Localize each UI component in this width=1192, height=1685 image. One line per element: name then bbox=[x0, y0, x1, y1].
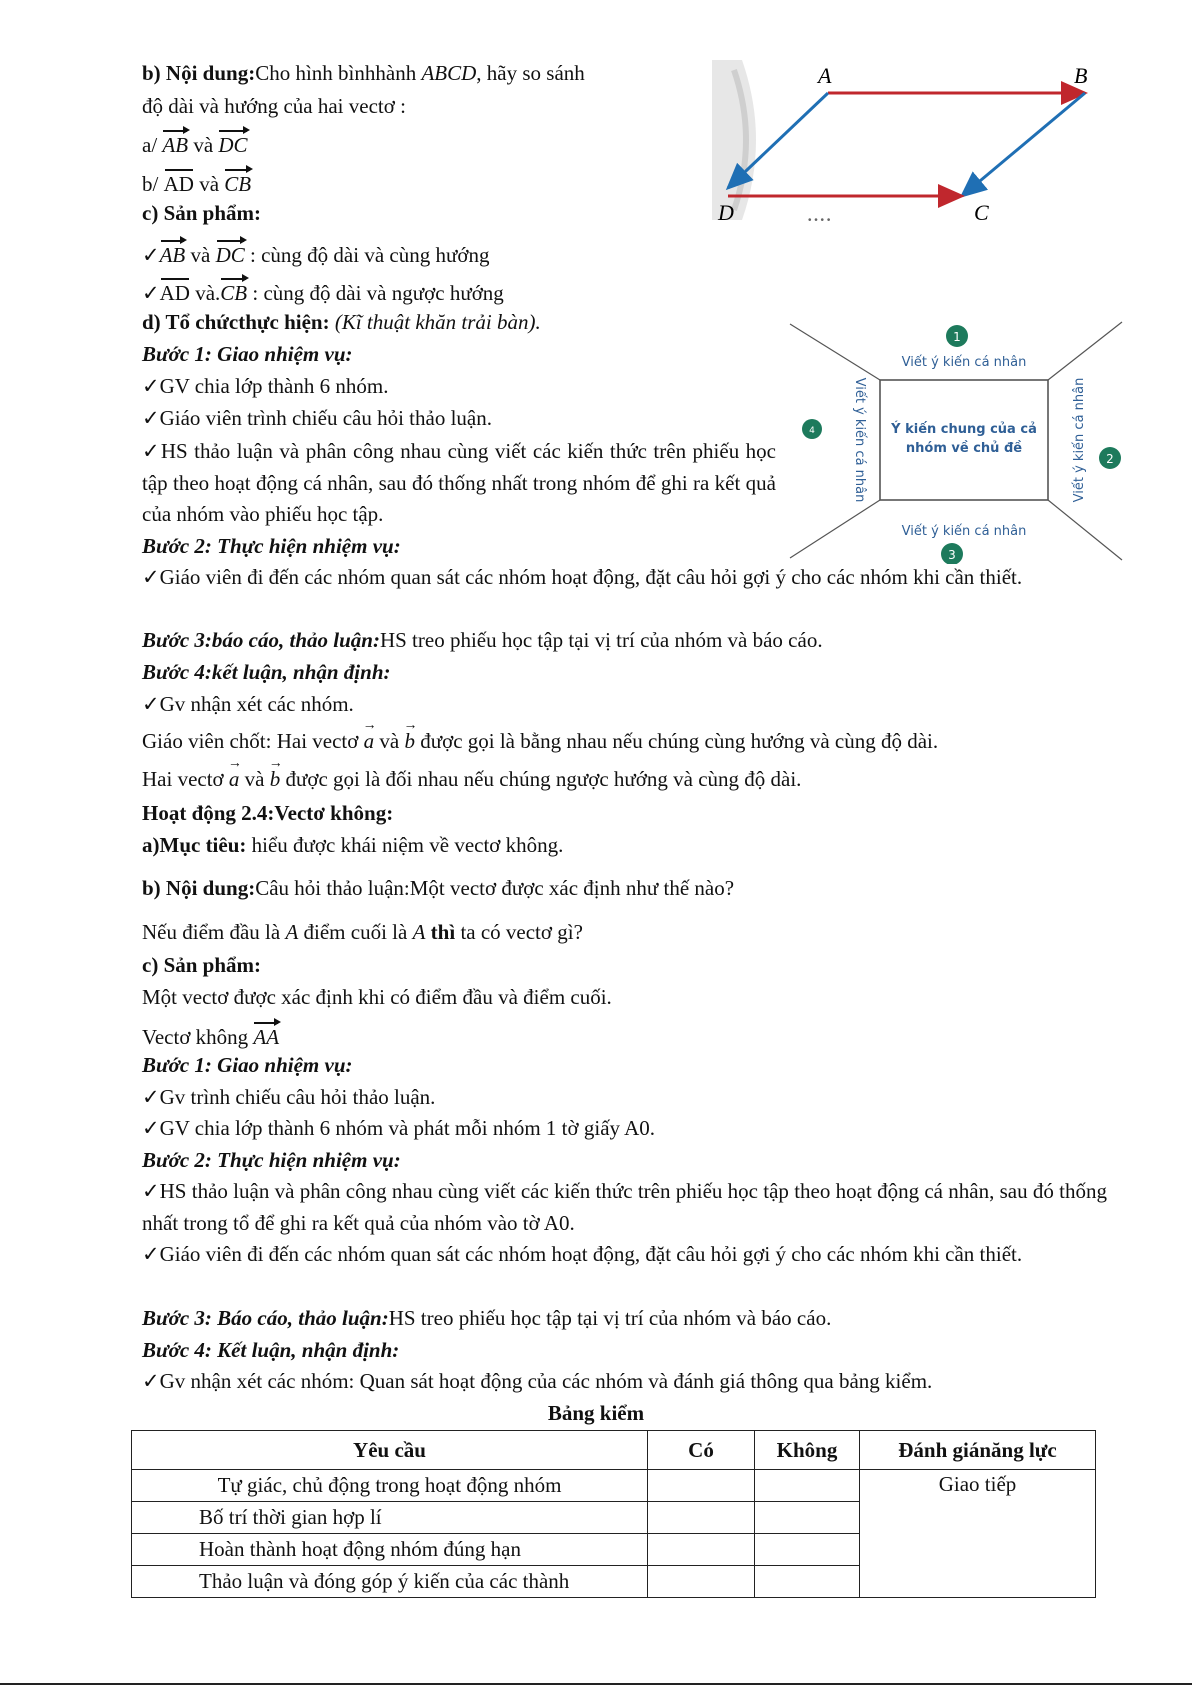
yes-cell[interactable] bbox=[648, 1502, 755, 1534]
vector-ab: AB bbox=[162, 128, 188, 158]
vector-cb: CB bbox=[220, 276, 247, 306]
content-b-line1 bbox=[142, 60, 585, 86]
top-zone-text: Viết ý kiến cá nhân bbox=[901, 355, 1027, 370]
product2-label: c) Sản phẩm: bbox=[142, 953, 262, 977]
checklist-table bbox=[131, 1430, 1096, 1598]
step4b-label: Bước 4: Kết luận, nhận định: bbox=[142, 1338, 400, 1362]
question-line bbox=[142, 919, 583, 945]
right-zone-text: Viết ý kiến cá nhân bbox=[1072, 377, 1087, 503]
step2-label: Bước 2: Thực hiện nhiệm vụ: bbox=[142, 534, 401, 558]
point-d: D bbox=[718, 200, 734, 225]
table-row bbox=[132, 1470, 1096, 1502]
vector-bc-arrow bbox=[962, 93, 1085, 196]
vector-b: b → bbox=[270, 766, 281, 792]
and-text: và. bbox=[189, 281, 221, 305]
vector-ad-text: AD bbox=[163, 172, 194, 196]
vector-dc: DC bbox=[216, 238, 245, 268]
table-header-row bbox=[132, 1431, 1096, 1470]
step2b-paragraph-2: ✓Giáo viên đi đến các nhóm quan sát các nhóm hoạt động, đặt câu hỏi gợi ý cho các nhóm khi cần thiết. bbox=[142, 1242, 1023, 1266]
step2b-label: Bước 2: Thực hiện nhiệm vụ: bbox=[142, 1148, 401, 1172]
conclusion-opposite bbox=[142, 766, 801, 792]
svg-text:4: 4 bbox=[809, 426, 815, 436]
step2b-paragraph-1: ✓HS thảo luận và phân công nhau cùng viết các kiến thức trên phiếu học tập theo hoạt động cá nhân, sau đó thống nhất trong tổ để ghi ra kết quả của nhóm vào tờ A0. bbox=[142, 1179, 1107, 1235]
goal-line bbox=[142, 832, 563, 858]
product-row-2-text: : cùng độ dài và ngược hướng bbox=[247, 281, 504, 305]
svg-text:1: 1 bbox=[953, 330, 961, 344]
product-row-1-text: : cùng độ dài và cùng hướng bbox=[244, 243, 490, 267]
item-b bbox=[142, 167, 251, 197]
and-text: và bbox=[374, 729, 405, 753]
abcd-label: ABCD bbox=[421, 61, 477, 85]
header-competency: Đánh giánăng lực bbox=[860, 1431, 1096, 1470]
vector-ab: AB bbox=[160, 238, 186, 268]
zero-vector-line bbox=[142, 1020, 279, 1050]
point-b: B bbox=[1074, 63, 1088, 88]
step4-item: ✓Gv nhận xét các nhóm. bbox=[142, 692, 354, 716]
question-a: Nếu điểm đầu là bbox=[142, 920, 286, 944]
conclusion-equal bbox=[142, 728, 938, 754]
content-b-text: Cho hình bìnhhành bbox=[255, 61, 422, 85]
vector-ad bbox=[164, 167, 194, 197]
and-text: và bbox=[193, 172, 225, 196]
vector-cb: CB bbox=[224, 167, 251, 197]
vector-ad-text: AD bbox=[159, 281, 190, 305]
step4-label: Bước 4:kết luận, nhận định: bbox=[142, 660, 391, 684]
organize-line bbox=[142, 309, 541, 335]
bottom-zone-text: Viết ý kiến cá nhân bbox=[901, 524, 1027, 539]
content-line bbox=[142, 875, 734, 901]
center-text-2: nhóm về chủ đề bbox=[905, 441, 1023, 456]
and-text: và bbox=[239, 767, 270, 791]
requirement-cell: Bố trí thời gian hợp lí bbox=[132, 1502, 648, 1534]
question-d: ta có vectơ gì? bbox=[455, 920, 583, 944]
requirement-cell: Thảo luận và đóng góp ý kiến của các thành bbox=[132, 1566, 648, 1598]
step3-line bbox=[142, 627, 823, 653]
step1b-item-1: ✓Gv trình chiếu câu hỏi thảo luận. bbox=[142, 1085, 436, 1109]
header-no: Không bbox=[755, 1431, 860, 1470]
goal-text: hiểu được khái niệm về vectơ không. bbox=[246, 833, 564, 857]
vector-a: a → bbox=[229, 766, 240, 792]
content-label: b) Nội dung: bbox=[142, 876, 256, 900]
conclusion-opposite-b: được gọi là đối nhau nếu chúng ngược hướng và cùng độ dài. bbox=[280, 767, 802, 791]
step1b-item-2: ✓GV chia lớp thành 6 nhóm và phát mỗi nhóm 1 tờ giấy A0. bbox=[142, 1116, 656, 1140]
organize-method: (Kĩ thuật khăn trải bàn). bbox=[334, 310, 541, 334]
point-a: A bbox=[818, 63, 832, 88]
conclusion-equal-b: được gọi là bằng nhau nếu chúng cùng hướng và cùng độ dài. bbox=[414, 729, 939, 753]
item-b-prefix: b/ bbox=[142, 172, 164, 196]
question-b: điểm cuối là bbox=[298, 920, 413, 944]
step3-text: HS treo phiếu học tập tại vị trí của nhóm và báo cáo. bbox=[379, 628, 823, 652]
no-cell[interactable] bbox=[755, 1502, 860, 1534]
point-c: C bbox=[974, 200, 989, 225]
competency-cell: Giao tiếp bbox=[860, 1470, 1096, 1598]
product2-text: Một vectơ được xác định khi có điểm đầu và điểm cuối. bbox=[142, 985, 612, 1009]
no-cell[interactable] bbox=[755, 1534, 860, 1566]
point-a-label: A bbox=[285, 920, 299, 944]
center-box bbox=[880, 380, 1048, 500]
svg-text:• • • •: • • • • bbox=[808, 215, 831, 225]
organize-label: d) Tổ chứcthực hiện: bbox=[142, 310, 335, 334]
content-text: Câu hỏi thảo luận:Một vectơ được xác định như thế nào? bbox=[255, 876, 735, 900]
step1-paragraph: ✓HS thảo luận và phân công nhau cùng viết các kiến thức trên phiếu học tập theo hoạt động cá nhân, sau đó thống nhất trong nhóm để ghi ra kết quả của nhóm vào phiếu học tập. bbox=[142, 439, 776, 526]
vector-ad bbox=[160, 276, 190, 306]
yes-cell[interactable] bbox=[648, 1566, 755, 1598]
check-icon: ✓ bbox=[142, 281, 160, 305]
center-text-1: Ý kiến chung của cả bbox=[891, 422, 1037, 437]
step1-label: Bước 1: Giao nhiệm vụ: bbox=[142, 342, 353, 366]
step1-item-1: ✓GV chia lớp thành 6 nhóm. bbox=[142, 374, 389, 398]
checklist-title: Bảng kiểm bbox=[547, 1401, 645, 1425]
svg-text:2: 2 bbox=[1106, 452, 1114, 466]
step4b-item: ✓Gv nhận xét các nhóm: Quan sát hoạt động của các nhóm và đánh giá thông qua bảng kiểm. bbox=[142, 1369, 933, 1393]
requirement-cell: Hoàn thành hoạt động nhóm đúng hạn bbox=[132, 1534, 648, 1566]
and-text: và bbox=[188, 133, 219, 157]
conclusion-equal-a: Giáo viên chốt: Hai vectơ bbox=[142, 729, 364, 753]
vector-b: b → bbox=[404, 728, 415, 754]
content-b-line2: độ dài và hướng của hai vectơ : bbox=[142, 94, 406, 118]
left-zone-text: Viết ý kiến cá nhân bbox=[852, 377, 867, 503]
parallelogram-figure bbox=[712, 60, 1092, 225]
vector-aa: AA bbox=[253, 1020, 279, 1050]
conclusion-opposite-a: Hai vectơ bbox=[142, 767, 229, 791]
goal-label: a)Mục tiêu: bbox=[142, 833, 247, 857]
product-row-1 bbox=[142, 238, 489, 268]
header-yes: Có bbox=[648, 1431, 755, 1470]
check-icon: ✓ bbox=[142, 243, 160, 267]
step3b-line bbox=[142, 1305, 831, 1331]
no-cell[interactable] bbox=[755, 1566, 860, 1598]
step3b-label: Bước 3: Báo cáo, thảo luận: bbox=[142, 1306, 389, 1330]
placemat-diagram bbox=[786, 318, 1126, 564]
svg-text:3: 3 bbox=[948, 548, 956, 562]
item-a bbox=[142, 128, 248, 158]
question-c: thì bbox=[425, 920, 456, 944]
step3-label: Bước 3:báo cáo, thảo luận: bbox=[142, 628, 380, 652]
content-b-text-tail: , hãy so sánh bbox=[476, 61, 585, 85]
point-a-label: A bbox=[412, 920, 426, 944]
item-a-prefix: a/ bbox=[142, 133, 163, 157]
step3b-text: HS treo phiếu học tập tại vị trí của nhóm và báo cáo. bbox=[388, 1306, 832, 1330]
and-text: và bbox=[185, 243, 216, 267]
product-row-2 bbox=[142, 276, 504, 306]
product-label: c) Sản phẩm: bbox=[142, 201, 262, 225]
step1b-label: Bước 1: Giao nhiệm vụ: bbox=[142, 1053, 353, 1077]
yes-cell[interactable] bbox=[648, 1470, 755, 1502]
content-b-label: b) Nội dung: bbox=[142, 61, 256, 85]
no-cell[interactable] bbox=[755, 1470, 860, 1502]
requirement-cell: Tự giác, chủ động trong hoạt động nhóm bbox=[132, 1470, 648, 1502]
yes-cell[interactable] bbox=[648, 1534, 755, 1566]
header-requirement: Yêu cầu bbox=[132, 1431, 648, 1470]
step2-paragraph: ✓Giáo viên đi đến các nhóm quan sát các nhóm hoạt động, đặt câu hỏi gợi ý cho các nhóm khi cần thiết. bbox=[142, 565, 1023, 589]
activity-title: Hoạt động 2.4:Vectơ không: bbox=[142, 801, 394, 825]
zero-vector-text: Vectơ không bbox=[142, 1025, 254, 1049]
vector-a: a → bbox=[364, 728, 375, 754]
vector-dc: DC bbox=[218, 128, 247, 158]
step1-item-2: ✓Giáo viên trình chiếu câu hỏi thảo luận. bbox=[142, 406, 492, 430]
